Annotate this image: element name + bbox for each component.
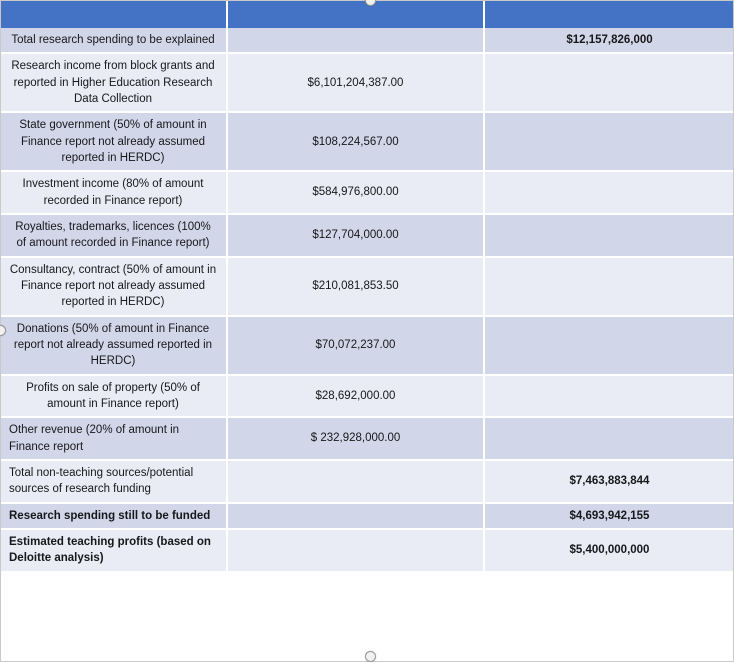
row-label: Research income from block grants and reported in Higher Education Research Data Collection [0, 53, 227, 112]
row-label: State government (50% of amount in Finance report not already assumed reported in HERDC) [0, 112, 227, 171]
row-total: $12,157,826,000 [484, 28, 734, 53]
row-amount: $6,101,204,387.00 [227, 53, 484, 112]
row-total [484, 53, 734, 112]
row-label: Donations (50% of amount in Finance report not already assumed reported in HERDC) [0, 316, 227, 375]
table-row [0, 53, 734, 112]
table-row [0, 460, 734, 503]
row-amount [227, 28, 484, 53]
table-row [0, 171, 734, 214]
row-total [484, 257, 734, 316]
table-row [0, 417, 734, 460]
row-total: $5,400,000,000 [484, 529, 734, 572]
row-total [484, 375, 734, 418]
column-header-total [484, 0, 734, 28]
row-total [484, 214, 734, 257]
row-label: Estimated teaching profits (based on Deloitte analysis) [0, 529, 227, 572]
row-total: $7,463,883,844 [484, 460, 734, 503]
resize-handle-bottom-center[interactable] [365, 651, 376, 662]
table-row [0, 529, 734, 572]
row-total: $4,693,942,155 [484, 503, 734, 529]
row-amount: $210,081,853.50 [227, 257, 484, 316]
table-row [0, 257, 734, 316]
row-label: Royalties, trademarks, licences (100% of amount recorded in Finance report) [0, 214, 227, 257]
table-body [0, 28, 734, 572]
row-label: Other revenue (20% of amount in Finance report [0, 417, 227, 460]
row-total [484, 171, 734, 214]
row-amount: $108,224,567.00 [227, 112, 484, 171]
row-amount: $ 232,928,000.00 [227, 417, 484, 460]
row-total [484, 316, 734, 375]
table-row [0, 503, 734, 529]
row-label: Investment income (80% of amount recorded in Finance report) [0, 171, 227, 214]
row-amount: $127,704,000.00 [227, 214, 484, 257]
table-row [0, 214, 734, 257]
table-row [0, 316, 734, 375]
row-amount: $584,976,800.00 [227, 171, 484, 214]
row-amount [227, 529, 484, 572]
row-label: Total non-teaching sources/potential sources of research funding [0, 460, 227, 503]
row-label: Profits on sale of property (50% of amount in Finance report) [0, 375, 227, 418]
row-amount [227, 503, 484, 529]
row-label: Research spending still to be funded [0, 503, 227, 529]
column-header-label [0, 0, 227, 28]
row-label: Total research spending to be explained [0, 28, 227, 53]
row-label: Consultancy, contract (50% of amount in Finance report not already assumed reported in HERDC) [0, 257, 227, 316]
row-amount: $70,072,237.00 [227, 316, 484, 375]
row-total [484, 417, 734, 460]
table-row [0, 375, 734, 418]
column-header-amount [227, 0, 484, 28]
table-row [0, 28, 734, 53]
row-amount: $28,692,000.00 [227, 375, 484, 418]
row-total [484, 112, 734, 171]
row-amount [227, 460, 484, 503]
table-row [0, 112, 734, 171]
